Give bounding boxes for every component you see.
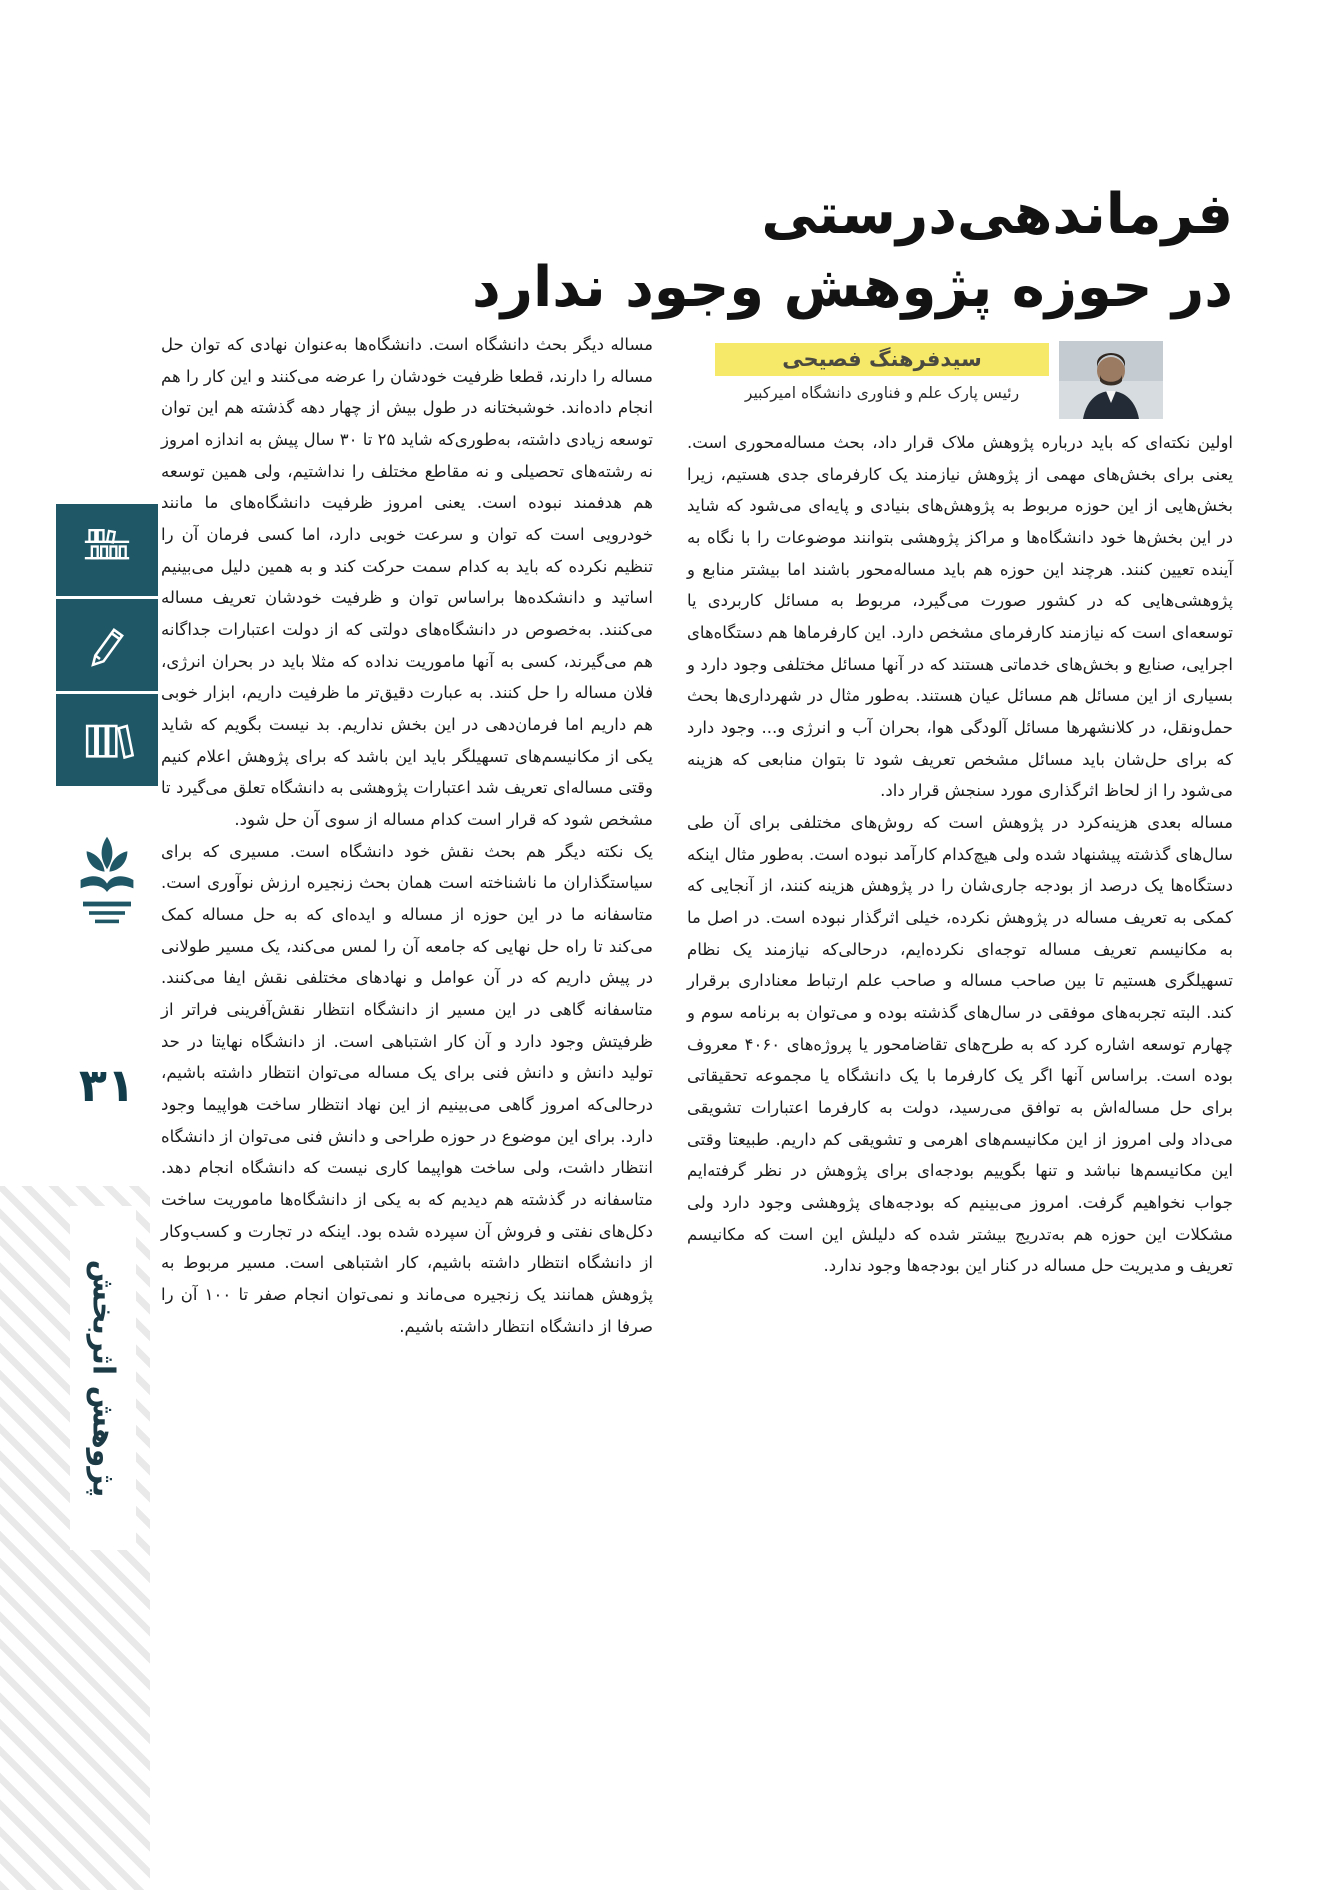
paragraph: اولین نکته‌ای که باید درباره پژوهش ملاک قرار داد، بحث مساله‌محوری است. یعنی برای بخش‌های مهمی از پژوهش نیازمند یک کارفرمای جدی هستیم، زیرا بخش‌هایی از این حوزه مربوط به پژوهش‌های بنیادی و پایه‌ای می‌شود که شاید در این بخش‌ها خود دانشگاه‌ها و مراکز پژوهشی بتوانند موضوعات را با نگاه به آینده تعیین کنند. هرچند این حوزه هم باید مساله‌محور باشند اما بیشتر منابع و پژوهشی‌هایی که در کشور صورت می‌گیرد، مربوط به مسائل کاربردی یا توسعه‌ای است که نیازمند کارفرمای مشخص دارد. این کارفرماها هم دستگاه‌های اجرایی، صنایع و بخش‌های خدماتی هستند که در آنها مسائل مختلفی وجود دارد و بسیاری از این مسائل هم مسائل عیان هستند. به‌طور مثال در شهرداری‌ها بحث حمل‌ونقل، در کلانشهرها مسائل آلودگی هوا، بحران آب و انرژی و... وجود دارد که برای حل‌شان باید مسائل مشخص تعریف شود تا بتوان منابعی که هزینه می‌شود را از لحاظ اثرگذاری مورد سنجش قرار داد. [687,433,1233,801]
article-title-line2: در حوزه پژوهش وجود ندارد [472,255,1233,321]
author-role: رئیس پارک علم و فناوری دانشگاه امیرکبیر [744,384,1020,402]
azad-university-logo [56,798,158,973]
sidebar-icon-strip [56,504,158,786]
pencil-icon [56,599,158,691]
paragraph: مساله دیگر بحث دانشگاه است. دانشگاه‌ها به‌عنوان نهادی که توان حل مساله را دارند، قطعا ظرفیت خودشان را عرضه می‌کنند و این کار را هم انجام داده‌اند. خوشبختانه در طول بیش از چهار دهه گذشته هم این توان توسعه زیادی داشته، به‌طوری‌که شاید ۲۵ تا ۳۰ سال پیش به اندازه امروز نه رشته‌های تحصیلی و نه مقاطع مختلف را نداشتیم، ولی همین توسعه هم هدفمند نبوده است. یعنی امروز ظرفیت دانشگاه‌های ما مانند خودرویی است که توان و سرعت خوبی دارد، اما کسی فرمان آن را تنظیم نکرده که باید به کدام سمت حرکت کند و به همین دلیل می‌بینیم اساتید و دانشکده‌ها براساس توان و ظرفیت خودشان تعریف مساله می‌کنند. به‌خصوص در دانشگاه‌های دولتی که از دولت اعتبارات جداگانه هم می‌گیرند، کسی به آنها ماموریت نداده که مثلا باید در بحران انرژی، فلان مساله را حل کنند. به عبارت دقیق‌تر ما ظرفیت داریم، ابزار خوبی هم داریم اما فرمان‌دهی در این بخش نداریم. بد نیست بگویم که شاید یکی از مکانیسم‌های تسهیلگر باید این باشد که برای پژوهش اعلام کنیم وقتی مساله‌ای تعریف شد اعتبارات پژوهشی به دانشگاه تعلق می‌گیرد تا مشخص شود که قرار است کدام مساله از سوی آن حل شود. [161,335,654,830]
bookshelf-icon [56,504,158,596]
books-icon [56,694,158,786]
author-name-highlight [715,343,1049,376]
byline-text [715,341,1049,402]
byline [715,341,1163,419]
section-label-band [70,1206,136,1550]
author-portrait-image [1059,341,1163,419]
section-label: پژوهش اثربخش [85,1259,121,1497]
author-photo [1059,341,1163,419]
page-number: ۳۱ [78,1058,136,1112]
paragraph: مساله بعدی هزینه‌کرد در پژوهش است که روش‌های مختلفی برای آن طی سال‌های گذشته پیشنهاد شده ولی هیچ‌کدام کارآمد نبوده است. به‌طور مثال اینکه دستگاه‌ها یک درصد از بودجه جاری‌شان را در پژوهش هزینه کنند، از آنجایی که کمکی به تعریف مساله در پژوهش نکرده، خیلی اثرگذار نبوده است. در اصل ما به مکانیسم تعریف مساله توجه‌ای نکرده‌ایم، درحالی‌که نیازمند یک نظام تسهیلگری هستیم تا بین صاحب مساله و صاحب علم ارتباط معناداری برقرار کند. البته تجربه‌های موفقی در سال‌های گذشته بوده و می‌توان به برنامه سوم و چهارم توسعه اشاره کرد که به طرح‌های تقاضامحور یا پروژه‌های ۴۰۶۰ معروف بوده است. براساس آنها اگر یک کارفرما با یک دانشگاه یا مجموعه تحقیقاتی برای حل مساله‌اش به توافق می‌رسید، دولت به کارفرما اعتبارات تشویقی می‌داد ولی امروز از این مکانیسم‌های اهرمی و تشویقی کم داریم. طبیعتا وقتی این مکانیسم‌ها نباشد و تنها بگوییم بودجه‌ای برای پژوهش در نظر گرفته‌ایم جواب نخواهیم گرفت. امروز می‌بینیم که بودجه‌های پژوهشی وجود دارد ولی مشکلات این حوزه هم به‌تدریج بیشتر شده که دلیلش این است که مکانیسم تعریف و مدیریت حل مساله در کنار این بودجه‌ها وجود ندارد. [687,813,1233,1276]
article-title [472,178,1233,326]
column-left [161,329,653,1343]
article-title-line1: فرماندهی‌درستی [761,181,1233,247]
column-right [687,427,1233,1282]
paragraph: یک نکته دیگر هم بحث نقش خود دانشگاه است. مسیری که برای سیاستگذاران ما ناشناخته است همان بحث زنجیره ارزش نوآوری است. متاسفانه ما در این حوزه از مساله و ایده‌ای که به حل مساله کمک می‌کند تا راه حل نهایی که جامعه آن را لمس می‌کند، یک مسیر طولانی در پیش داریم که در آن عوامل و نهادهای مختلفی نقش ایفا می‌کنند. متاسفانه گاهی در این مسیر از دانشگاه انتظار نقش‌آفرینی فراتر از ظرفیتش وجود دارد و آن کار اشتباهی است. از دانشگاه نهایتا در حد تولید دانش و دانش فنی برای یک مساله می‌توان انتظار داشته باشیم، درحالی‌که امروز گاهی می‌بینیم از این نهاد انتظار ساخت هواپیما وجود دارد. برای این موضوع در حوزه طراحی و دانش فنی می‌توان از دانشگاه انتظار داشت، ولی ساخت هواپیما کاری نیست که دانشگاه انجام دهد. متاسفانه در گذشته هم دیدیم که به یکی از دانشگاه‌ها ماموریت ساخت دکل‌های نفتی و فروش آن سپرده شده بود. اینکه در تجارت و کسب‌وکار از دانشگاه انتظار داشته باشیم، کار اشتباهی است. مسیر مربوط به پژوهش همانند یک زنجیره می‌ماند و نمی‌توان انجام صفر تا ۱۰۰ آن را صرفا از دانشگاه انتظار داشته باشیم. [161,841,653,1336]
author-name: سیدفرهنگ فصیحی [782,347,982,371]
